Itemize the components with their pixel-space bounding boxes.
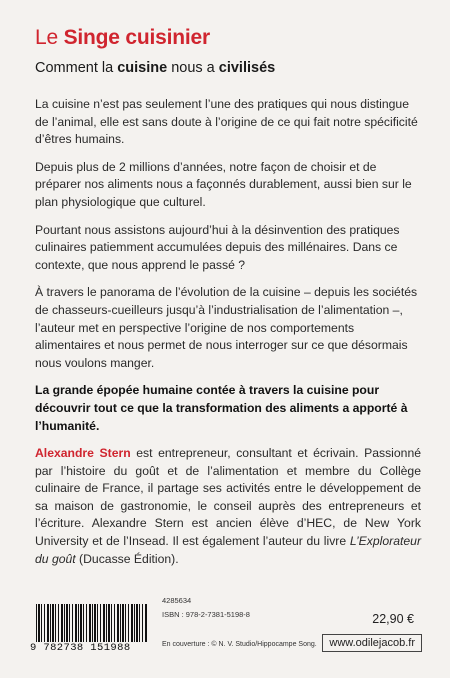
title-prefix: Le <box>35 26 64 49</box>
subtitle-part-d: civilisés <box>218 60 276 76</box>
barcode <box>30 596 156 658</box>
subtitle-part-a: Comment la <box>35 60 118 76</box>
paragraph-4: À travers le panorama de l’évolution de la cuisine – depuis les sociétés de chasseurs-cueilleurs jusqu’à l’industrialisation de l’alimentation –, l’auteur met en perspective l’origine de nos comportements alimentaires et nous permet de nous interroger sur ce que désormais nous voulons manger. <box>35 285 418 370</box>
barcode-bars <box>36 604 148 642</box>
tagline: La grande épopée humaine contée à travers la cuisine pour découvrir tout ce que la transformation des aliments a apporté à l’humanité. <box>35 383 408 433</box>
book-subtitle <box>35 60 275 76</box>
product-code: 4285634 <box>162 596 192 605</box>
paragraph-2: Depuis plus de 2 millions d’années, notre façon de choisir et de préparer nos aliments nous a façonnés durablement, aussi bien sur le plan physiologique que culturel. <box>35 159 412 209</box>
isbn: ISBN : 978-2-7381-5198-8 <box>162 610 250 619</box>
cover-credit: En couverture : © N. V. Studio/Hippocampe Song. <box>162 641 317 648</box>
publisher-url[interactable]: www.odilejacob.fr <box>322 634 422 652</box>
paragraph-3: Pourtant nous assistons aujourd’hui à la désinvention des pratiques culinaires patiemment accumulées depuis des millénaires. Dans ce contexte, que nous apprend le passé ? <box>35 222 400 272</box>
author-name: Alexandre Stern <box>35 446 131 461</box>
cover-footer <box>30 596 422 656</box>
author-bio <box>35 445 421 568</box>
subtitle-part-b: cuisine <box>117 60 168 76</box>
author-book-title: L’Explorateur du goût <box>35 534 421 566</box>
paragraph-1: La cuisine n’est pas seulement l’une des pratiques qui nous distingue de l’animal, elle est sans doute à l’origine de ce qui fait notre spécificité d’êtres humains. <box>35 97 418 147</box>
ean-number: 9 782738 151988 <box>30 642 131 654</box>
subtitle-part-c: nous a <box>167 60 219 76</box>
author-bio-end: (Ducasse Édition). <box>75 551 179 566</box>
title-main: Singe cuisinier <box>63 26 210 49</box>
book-title <box>35 26 210 50</box>
back-cover-text <box>35 96 421 578</box>
author-bio-text: est entrepreneur, consultant et écrivain. Passionné par l’histoire du goût et de l’alimentation et membre du Collège culinaire de France, il partage ses activités entre le développement de sa maison de gastronomie, le conseil auprès des entrepreneurs et l’écriture. Alexandre Stern est ancien élève d’HEC, de New York University et de l’Insead. Il est également l’auteur du livre <box>35 446 421 549</box>
price: 22,90 € <box>372 612 414 626</box>
